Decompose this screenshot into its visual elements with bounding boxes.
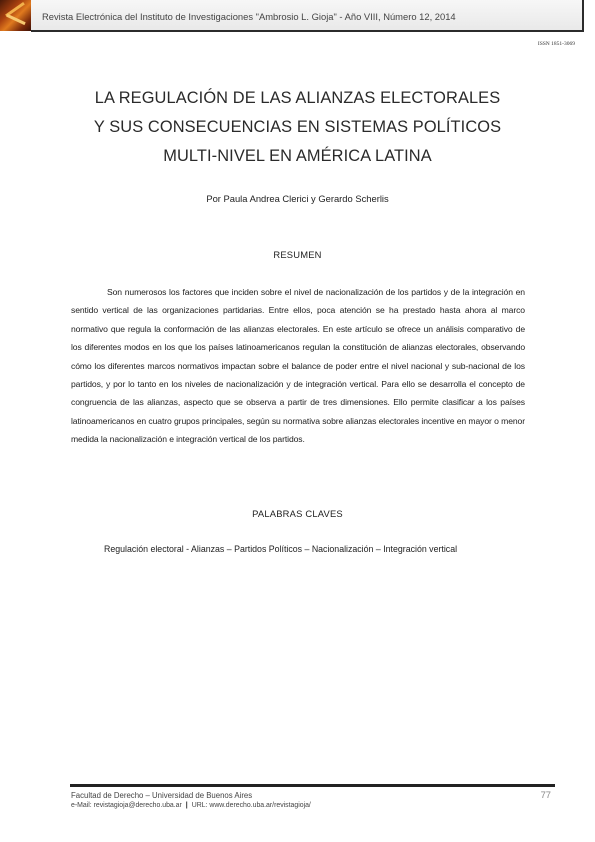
article-title [40,84,555,171]
footer-email[interactable]: e-Mail: revistagioja@derecho.uba.ar [71,802,182,809]
footer-divider [70,784,555,787]
footer-contact [71,802,311,809]
keywords-heading: PALABRAS CLAVES [252,508,343,519]
journal-logo-icon [0,0,31,31]
article-authors: Por Paula Andrea Clerici y Gerardo Scherlis [206,193,389,204]
article-title-line: LA REGULACIÓN DE LAS ALIANZAS ELECTORALES [94,89,501,107]
abstract-text: Son numerosos los factores que inciden sobre el nivel de nacionalización de los partidos y de la integración en sentido vertical de las organizaciones partidarias. Entre ellos, poca atención se ha prestado hasta ahora al marco normativo que regula la conformación de las alianzas electorales. En este artículo se ofrece un análisis comparativo de los diferentes modos en los que los países latinoamericanos regulan la constitución de alianzas electorales, observando cómo los diferentes marcos normativos impactan sobre el balance de poder entre el nivel nacional y sub-nacional de los partidos, y por lo tanto en los niveles de nacionalización y de integración vertical. Para ello se desarrolla el concepto de congruencia de las alianzas, aspecto que se observa a partir de tres dimensiones. Ello permite clasificar a los países latinoamericanos en cuatro grupos principales, según su normativa sobre alianzas electorales incentive en mayor o menor medida la nacionalización e integración vertical de los partidos. [71,287,525,445]
abstract-heading: RESUMEN [273,249,322,260]
page-header [0,0,595,34]
article-title-line: MULTI-NIVEL EN AMÉRICA LATINA [163,147,432,165]
header-bar [31,0,584,32]
footer-separator: | [185,802,188,809]
article-title-line: Y SUS CONSECUENCIAS EN SISTEMAS POLÍTICOS [93,118,502,136]
keywords-list: Regulación electoral - Alianzas – Partidos Políticos – Nacionalización – Integración vertical [104,544,458,554]
journal-title: Revista Electrónica del Instituto de Investigaciones "Ambrosio L. Gioja" - Año VIII, Número 12, 2014 [42,11,456,22]
footer-institution: Facultad de Derecho – Universidad de Buenos Aires [71,791,253,800]
footer-url[interactable]: URL: www.derecho.uba.ar/revistagioja/ [191,802,311,809]
issn-number: ISSN 1851-3069 [537,41,575,47]
page-number: 77 [540,789,551,800]
